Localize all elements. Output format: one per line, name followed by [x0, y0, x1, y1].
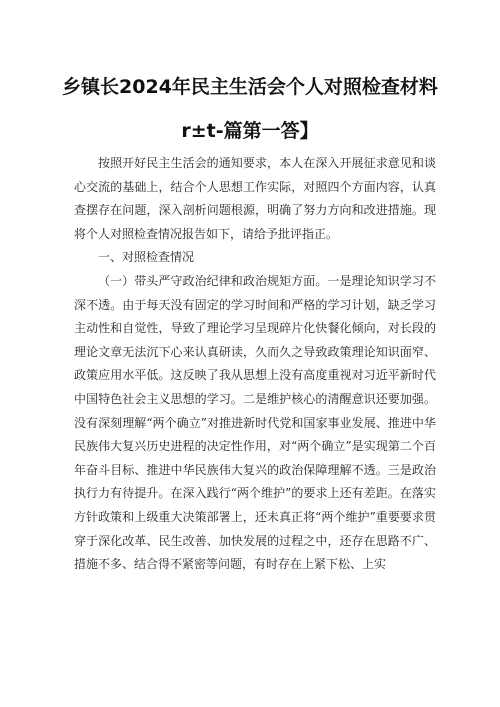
- document-body: [74, 152, 436, 577]
- document-subtitle: r±t-篇第一答】: [181, 120, 319, 142]
- section-heading: 一、对照检查情况: [98, 250, 195, 265]
- intro-paragraph: 按照开好民主生活会的通知要求，本人在深入开展征求意见和谈心交流的基础上，结合个人思想工作实际，对照四个方面内容，认真查摆存在问题，深入剖析问题根源，明确了努力方向和改进措施。现将个人对照检查情况报告如下，请给予批评指正。: [74, 156, 436, 241]
- body-paragraph: （一）带头严守政治纪律和政治规矩方面。一是理论知识学习不深不透。由于每天没有固定的学习时间和严格的学习计划，缺乏学习主动性和自觉性，导致了理论学习呈现碎片化快餐化倾向，对长段的理论文章无法沉下心来认真研读，久而久之导致政策理论知识面窄、政策应用水平低。这反映了我从思想上没有高度重视对习近平新时代中国特色社会主义思想的学习。二是维护核心的清醒意识还要加强。没有深刻理解“两个确立”对推进新时代党和国家事业发展、推进中华民族伟大复兴历史进程的决定性作用，对“两个确立”是实现第二个百年奋斗目标、推进中华民族伟大复兴的政治保障理解不透。三是政治执行力有待提升。在深入践行“两个维护”的要求上还有差距。在落实方针政策和上级重大决策部署上，还未真正将“两个维护”重要要求贯穿于深化改革、民生改善、加快发展的过程之中，还存在思路不广、措施不多、结合得不紧密等问题，有时存在上紧下松、上实: [74, 273, 436, 572]
- document-title: 乡镇长2024年民主生活会个人对照检查材料: [62, 76, 438, 98]
